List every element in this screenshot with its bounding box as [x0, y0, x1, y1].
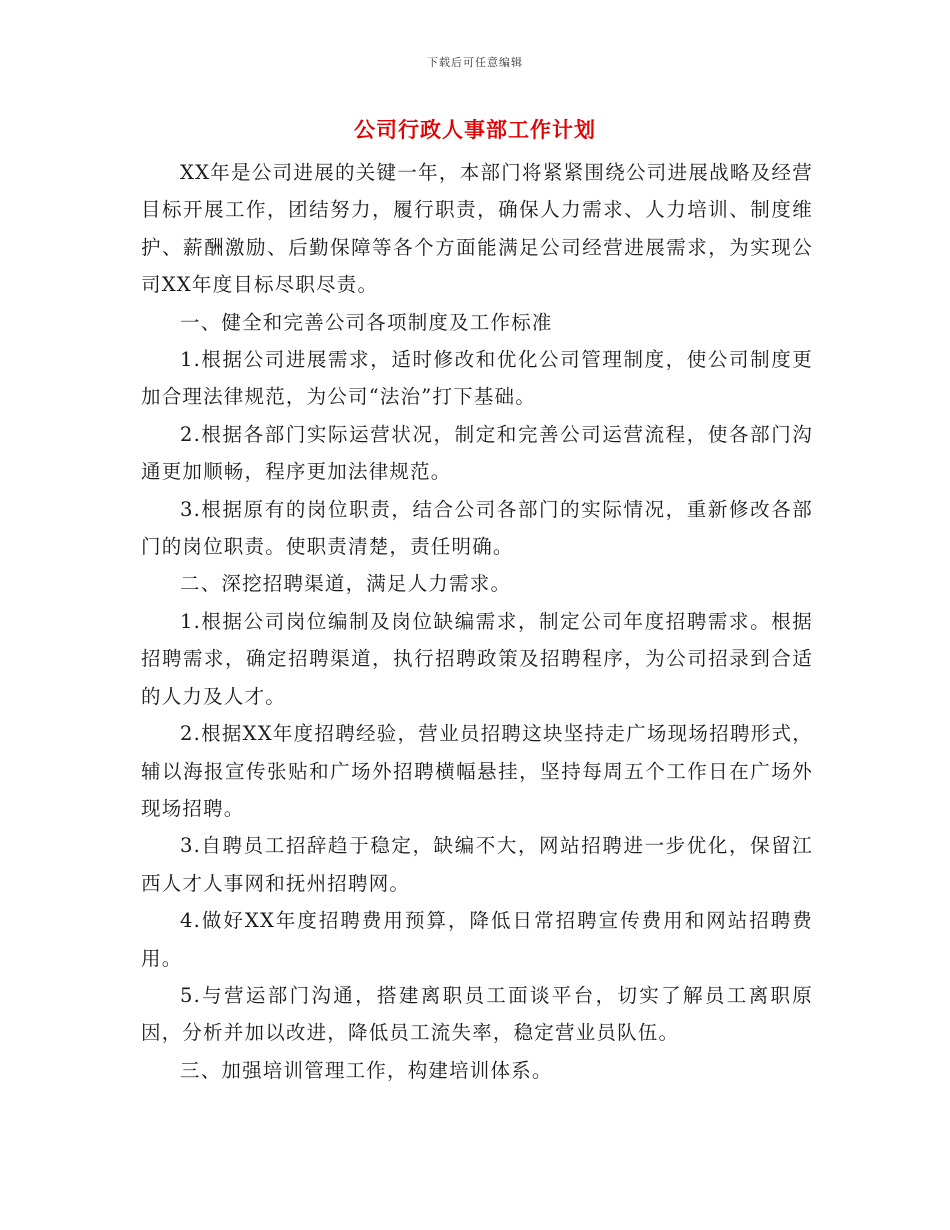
section-heading-3: 三、加强培训管理工作，构建培训体系。 [180, 1058, 553, 1082]
section-heading-2: 二、深挖招聘渠道，满足人力需求。 [180, 572, 512, 596]
document-body [141, 154, 813, 1089]
paragraph-1-2: 2.根据各部门实际运营状况，制定和完善公司运营流程，使各部门沟通更加顺畅，程序更加法律规范。 [141, 422, 813, 484]
paragraph-1-1: 1.根据公司进展需求，适时修改和优化公司管理制度，使公司制度更加合理法律规范，为公司“法治”打下基础。 [141, 348, 813, 409]
paragraph-2-1: 1.根据公司岗位编制及岗位缺编需求，制定公司年度招聘需求。根据招聘需求，确定招聘渠道，执行招聘政策及招聘程序，为公司招录到合适的人力及人才。 [141, 609, 813, 708]
paragraph-2-4: 4.做好XX年度招聘费用预算，降低日常招聘宣传费用和网站招聘费用。 [141, 909, 813, 970]
paragraph-1-3: 3.根据原有的岗位职责，结合公司各部门的实际情况，重新修改各部门的岗位职责。使职责清楚，责任明确。 [141, 497, 813, 559]
paragraph-2-2: 2.根据XX年度招聘经验，营业员招聘这块坚持走广场现场招聘形式，辅以海报宣传张贴和广场外招聘横幅悬挂，坚持每周五个工作日在广场外现场招聘。 [141, 722, 813, 820]
header-note: 下载后可任意编辑 [427, 56, 523, 69]
paragraph-2-5: 5.与营运部门沟通，搭建离职员工面谈平台，切实了解员工离职原因，分析并加以改进，降低员工流失率，稳定营业员队伍。 [141, 983, 813, 1045]
paragraph-intro: XX年是公司进展的关键一年，本部门将紧紧围绕公司进展战略及经营目标开展工作，团结努力，履行职责，确保人力需求、人力培训、制度维护、薪酬激励、后勤保障等各个方面能满足公司经营进展需求，为实现公司XX年度目标尽职尽责。 [141, 161, 813, 297]
paragraph-2-3: 3.自聘员工招辞趋于稳定，缺编不大，网站招聘进一步优化，保留江西人才人事网和抚州招聘网。 [141, 834, 813, 895]
document-title: 公司行政人事部工作计划 [354, 117, 596, 142]
section-heading-1: 一、健全和完善公司各项制度及工作标准 [180, 310, 553, 334]
